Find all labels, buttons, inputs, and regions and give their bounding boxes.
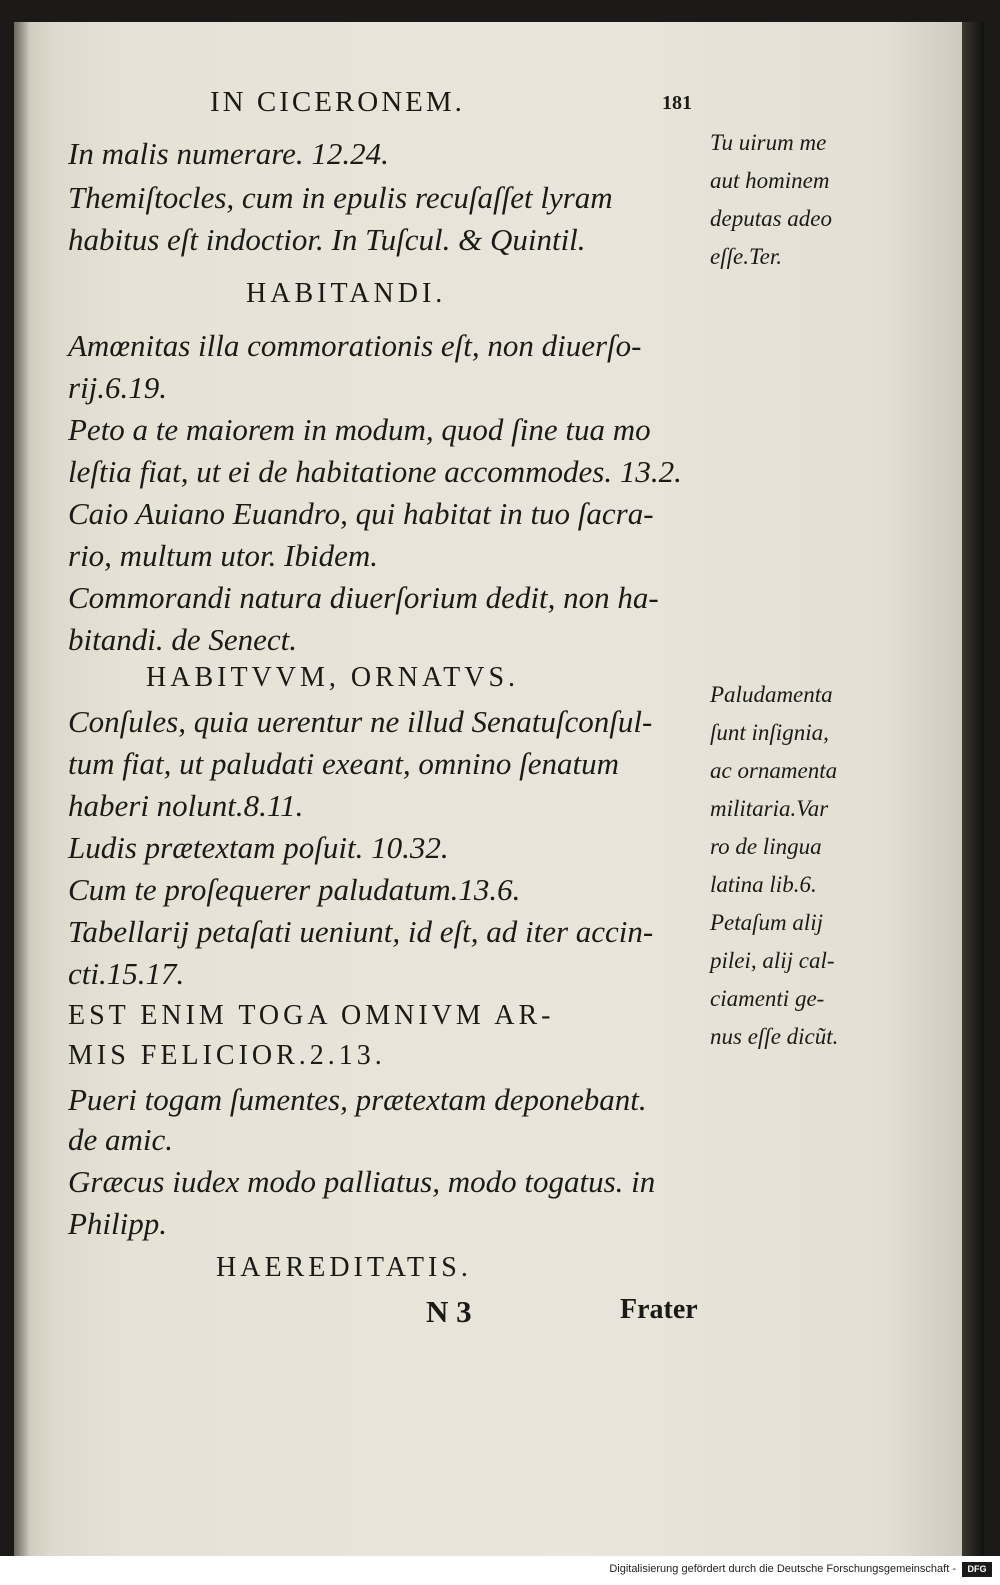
margin-note: nus eſſe dicũt.	[710, 1024, 839, 1049]
margin-note: pilei, alij cal-	[710, 948, 835, 973]
text-line: rij.6.19.	[68, 370, 168, 405]
margin-note: Paludamenta	[710, 682, 833, 707]
text-line: Græcus iudex modo palliatus, modo togatus. in	[68, 1164, 656, 1199]
page-edge	[962, 22, 984, 1556]
margin-note: deputas adeo	[710, 206, 833, 231]
text-line: cti.15.17.	[68, 956, 185, 991]
book-page	[14, 22, 962, 1556]
margin-note: latina lib.6.	[710, 872, 817, 897]
margin-note: aut hominem	[710, 168, 830, 193]
text-line-capitals: EST ENIM TOGA OMNIVM AR-	[68, 1000, 555, 1031]
text-line: Ludis prætextam poſuit. 10.32.	[68, 830, 449, 865]
text-line: In malis numerare. 12.24.	[68, 136, 389, 171]
text-line: Cum te proſequerer paludatum.13.6.	[68, 872, 521, 907]
text-line: rio, multum utor. Ibidem.	[68, 538, 378, 573]
text-line: Philipp.	[68, 1206, 168, 1241]
text-line: Themiſtocles, cum in epulis recuſaſſet lyram	[68, 180, 613, 215]
text-line: Caio Auiano Euandro, qui habitat in tuo ſacra-	[68, 496, 654, 531]
running-head: IN CICERONEM.	[210, 86, 465, 118]
text-line: Pueri togam ſumentes, prætextam deponebant.	[68, 1082, 647, 1117]
text-line: leſtia fiat, ut ei de habitatione accommodes. 13.2.	[68, 454, 682, 489]
dfg-logo: DFG	[962, 1562, 992, 1577]
text-line: de amic.	[68, 1122, 174, 1157]
margin-note: Petaſum alij	[710, 910, 824, 935]
margin-note: ſunt inſignia,	[710, 720, 829, 745]
section-heading: HABITANDI.	[246, 278, 447, 309]
text-line: Amœnitas illa commorationis eſt, non diuerſo-	[68, 328, 642, 363]
text-line-capitals: MIS FELICIOR.2.13.	[68, 1040, 386, 1071]
section-heading: HABITVVM, ORNATVS.	[146, 662, 520, 693]
page-number: 181	[662, 92, 692, 114]
margin-note: militaria.Var	[710, 796, 829, 821]
text-line: Peto a te maiorem in modum, quod ſine tua mo	[68, 412, 651, 447]
margin-note: ciamenti ge-	[710, 986, 825, 1011]
text-line: bitandi. de Senect.	[68, 622, 297, 657]
text-line: Conſules, quia uerentur ne illud Senatuſconſul-	[68, 704, 653, 739]
text-line: habitus eſt indoctior. In Tuſcul. & Quintil.	[68, 222, 586, 257]
margin-note: Tu uirum me	[710, 130, 827, 155]
page-gutter-shadow	[14, 22, 30, 1556]
margin-note: ac ornamenta	[710, 758, 838, 783]
text-line: Tabellarij petaſati ueniunt, id eſt, ad iter accin-	[68, 914, 654, 949]
margin-note: eſſe.Ter.	[710, 244, 782, 269]
signature-mark: N 3	[426, 1294, 472, 1329]
footer-bar	[0, 1556, 1000, 1585]
text-line: Commorandi natura diuerſorium dedit, non ha-	[68, 580, 659, 615]
funding-credit: Digitalisierung gefördert durch die Deutsche Forschungsgemeinschaft -	[609, 1563, 956, 1575]
text-line: tum fiat, ut paludati exeant, omnino ſenatum	[68, 746, 620, 781]
section-heading: HAEREDITATIS.	[216, 1252, 472, 1283]
margin-note: ro de lingua	[710, 834, 822, 859]
text-line: haberi nolunt.8.11.	[68, 788, 304, 823]
catchword: Frater	[620, 1294, 698, 1325]
